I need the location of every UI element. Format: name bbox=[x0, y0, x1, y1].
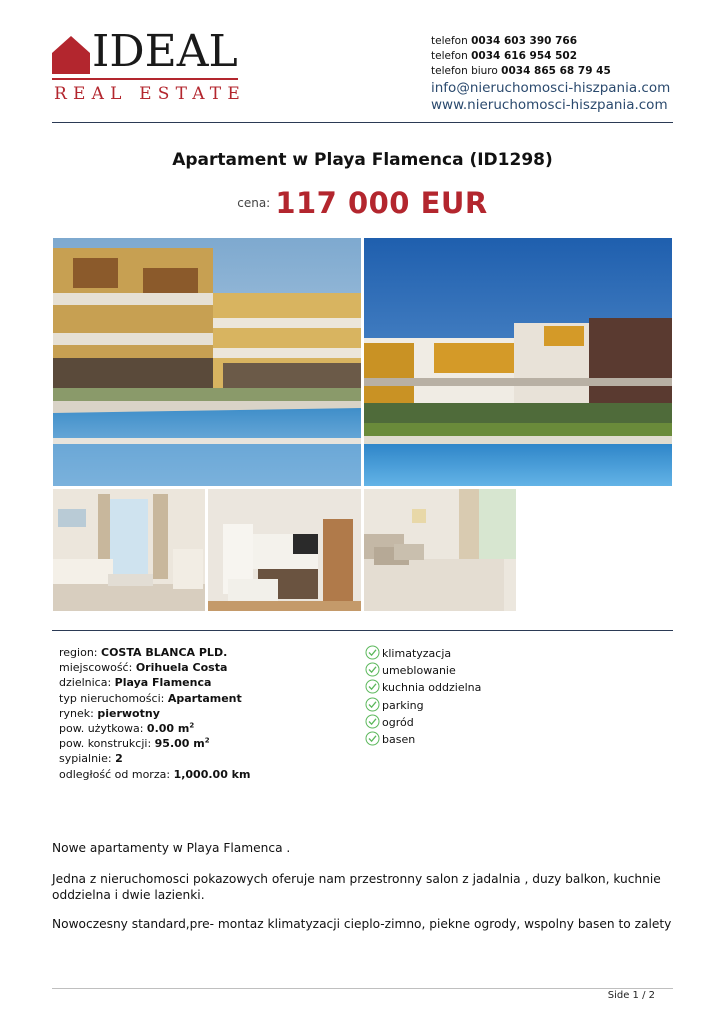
feature-label: klimatyzacja bbox=[382, 647, 452, 660]
detail-bedrooms bbox=[59, 751, 250, 766]
detail-town bbox=[59, 660, 250, 675]
property-details bbox=[59, 645, 250, 782]
feature-item bbox=[365, 731, 481, 748]
page-number: Side 1 / 2 bbox=[607, 990, 655, 1001]
detail-value: Orihuela Costa bbox=[135, 661, 228, 675]
detail-value: 2 bbox=[115, 752, 123, 766]
check-icon bbox=[365, 662, 380, 677]
feature-item bbox=[365, 679, 481, 696]
detail-label: region: bbox=[59, 646, 98, 659]
detail-label: pow. konstrukcji: bbox=[59, 737, 152, 751]
detail-market bbox=[59, 706, 250, 721]
detail-label: odległość od morza: bbox=[59, 767, 171, 781]
company-logo bbox=[52, 26, 246, 108]
feature-label: umeblowanie bbox=[382, 664, 456, 678]
email-link[interactable]: info@nieruchomosci-hiszpania.com bbox=[431, 80, 671, 96]
feature-item bbox=[365, 714, 481, 731]
check-icon bbox=[365, 714, 380, 729]
detail-sea-distance bbox=[59, 767, 250, 782]
detail-type bbox=[59, 691, 250, 706]
description-paragraph: Nowoczesny standard,pre- montaz klimatyzacji cieplo-zimno, piekne ogrody, wspolny basen to zalety bbox=[52, 917, 672, 931]
detail-label: miejscowość: bbox=[59, 661, 133, 675]
feature-label: ogród bbox=[382, 715, 414, 729]
phone-number[interactable]: 0034 616 954 502 bbox=[471, 50, 578, 62]
phone-label: telefon bbox=[431, 35, 468, 47]
feature-item bbox=[365, 645, 481, 662]
check-icon bbox=[365, 697, 380, 712]
footer-divider bbox=[52, 988, 673, 989]
kitchen-image bbox=[208, 489, 361, 611]
detail-value: COSTA BLANCA PLD. bbox=[101, 646, 228, 659]
detail-value: 95.00 m bbox=[154, 737, 205, 751]
check-icon bbox=[365, 645, 380, 660]
kitchen-photo[interactable] bbox=[208, 489, 361, 611]
detail-unit-sup: 2 bbox=[189, 721, 195, 730]
check-icon bbox=[365, 679, 380, 694]
detail-label: rynek: bbox=[59, 706, 94, 720]
detail-unit-sup: 2 bbox=[204, 736, 210, 745]
detail-label: sypialnie: bbox=[59, 752, 112, 766]
detail-usable-area bbox=[59, 721, 250, 736]
detail-value: Playa Flamenca bbox=[114, 676, 212, 690]
detail-build-area bbox=[59, 736, 250, 751]
detail-value: 1,000.00 km bbox=[173, 767, 251, 781]
phone-number[interactable]: 0034 603 390 766 bbox=[471, 35, 578, 47]
logo-tagline: REAL ESTATE bbox=[54, 84, 246, 104]
living-room-photo[interactable] bbox=[53, 489, 205, 611]
feature-label: kuchnia oddzielna bbox=[382, 681, 482, 695]
phone-line-1 bbox=[431, 34, 691, 49]
feature-label: basen bbox=[382, 732, 416, 746]
price-line bbox=[52, 186, 673, 220]
detail-value: 0.00 m bbox=[146, 722, 190, 736]
feature-item bbox=[365, 662, 481, 679]
section-divider bbox=[52, 630, 673, 631]
house-icon bbox=[52, 36, 90, 74]
building-pool-image bbox=[364, 238, 672, 486]
description-paragraph: Jedna z nieruchomosci pokazowych oferuje nam przestronny salon z jadalnia , duzy balkon, kuchnie oddzielna i dwie lazienki. bbox=[52, 872, 661, 902]
detail-value: Apartament bbox=[167, 691, 242, 705]
phone-line-2 bbox=[431, 49, 691, 64]
logo-brand: IDEAL bbox=[92, 26, 238, 77]
phone-line-3 bbox=[431, 64, 691, 79]
bedroom-image bbox=[364, 489, 516, 611]
detail-region bbox=[59, 645, 250, 660]
check-icon bbox=[365, 731, 380, 746]
detail-label: typ nieruchomości: bbox=[59, 691, 165, 705]
detail-district bbox=[59, 675, 250, 690]
pool-view-photo[interactable] bbox=[53, 238, 361, 486]
detail-label: dzielnica: bbox=[59, 676, 112, 690]
detail-value: pierwotny bbox=[97, 706, 160, 720]
feature-item bbox=[365, 697, 481, 714]
living-room-image bbox=[53, 489, 205, 611]
phone-label: telefon biuro bbox=[431, 65, 498, 77]
logo-rule bbox=[52, 78, 238, 80]
feature-label: parking bbox=[382, 698, 424, 712]
contact-block bbox=[431, 34, 691, 113]
price-value: 117 000 EUR bbox=[275, 186, 488, 220]
description-paragraph: Nowe apartamenty w Playa Flamenca . bbox=[52, 841, 291, 855]
pool-view-image bbox=[53, 238, 361, 486]
phone-number[interactable]: 0034 865 68 79 45 bbox=[501, 65, 611, 77]
price-label: cena: bbox=[237, 196, 271, 210]
feature-list bbox=[365, 645, 481, 748]
phone-label: telefon bbox=[431, 50, 468, 62]
detail-label: pow. użytkowa: bbox=[59, 722, 144, 736]
listing-title: Apartament w Playa Flamenca (ID1298) bbox=[172, 150, 553, 170]
header-divider bbox=[52, 122, 673, 123]
bedroom-photo[interactable] bbox=[364, 489, 516, 611]
building-pool-photo[interactable] bbox=[364, 238, 672, 486]
website-link[interactable]: www.nieruchomosci-hiszpania.com bbox=[431, 97, 668, 113]
